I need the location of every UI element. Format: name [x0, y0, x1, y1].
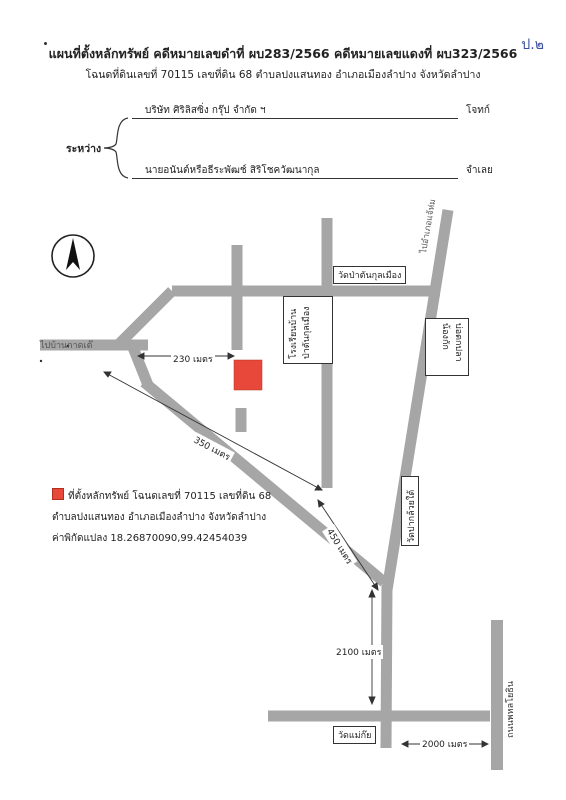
page-subtitle: โฉนดที่ดินเลขที่ 70115 เลขที่ดิน 68 ตำบลปงแสนทอง อำเภอเมืองลำปาง จังหวัดลำปาง	[85, 69, 481, 81]
road-left-label: ไปบ้านกาดเต๊	[40, 341, 93, 351]
legend	[52, 486, 271, 549]
landmark-school-box	[283, 296, 333, 364]
landmark-temple-mid: วัดปากล้วยใต้	[407, 489, 417, 543]
plaintiff-name: บริษัท ศิริลิสซิ่ง กรุ๊ป จำกัด ฯ	[145, 105, 266, 116]
plaintiff-role: โจทก์	[466, 105, 490, 116]
distance-350-label: 350 เมตร	[189, 432, 234, 465]
north-arrow-icon	[52, 235, 94, 277]
legend-row-1	[52, 486, 271, 507]
defendant-role: จำเลย	[466, 165, 493, 176]
landmark-ice-shop: บ่อตกปลา น้องกัก	[440, 323, 463, 362]
distance-2100-label: 2100 เมตร	[334, 645, 383, 659]
landmark-ice-shop-box	[425, 318, 469, 376]
road-right-top-label: ไปอำเภอแจ้ห่ม	[418, 198, 439, 255]
landmark-temple-mid-box	[401, 476, 419, 546]
road-left-diagonal	[118, 291, 172, 345]
legend-swatch	[52, 488, 64, 500]
page-number: ป.๒	[521, 37, 544, 53]
landmark-school: โรงเรียนบ้าน ป่าตันกุลเมือง	[289, 306, 312, 359]
page-title: แผนที่ตั้งหลักทรัพย์ คดีหมายเลขดำที่ ผบ283/2566 คดีหมายเลขแดงที่ ผบ323/2566	[48, 46, 518, 61]
between-label: ระหว่าง	[66, 143, 102, 155]
defendant-name: นายอนันต์หรือธีระพัฒช์ สิริโชควัฒนากุล	[145, 165, 320, 176]
road-left-down	[132, 345, 148, 385]
legend-line-1: ที่ตั้งหลักทรัพย์ โฉนดเลขที่ 70115 เลขที่ดิน 68	[68, 491, 272, 502]
landmark-temple-top: วัดป่าตันกุลเมือง	[333, 266, 406, 284]
landmark-temple-bottom: วัดแม่ก๊ย	[333, 726, 376, 744]
distance-230-label: 230 เมตร	[171, 352, 215, 366]
dimension-350	[104, 372, 322, 490]
dimension-450	[318, 500, 378, 590]
property-marker	[234, 360, 262, 390]
legend-line-2: ตำบลปงแสนทอง อำเภอเมืองลำปาง จังหวัดลำปาง	[52, 512, 267, 523]
distance-450-label: 450 เมตร	[322, 524, 357, 569]
distance-2000-label: 2000 เมตร	[420, 737, 469, 751]
legend-line-3: ค่าพิกัดแปลง 18.26870090,99.42454039	[52, 533, 248, 544]
road-main-lower	[386, 585, 387, 748]
road-right-label: ถนนพหลโยธิน	[506, 681, 516, 738]
